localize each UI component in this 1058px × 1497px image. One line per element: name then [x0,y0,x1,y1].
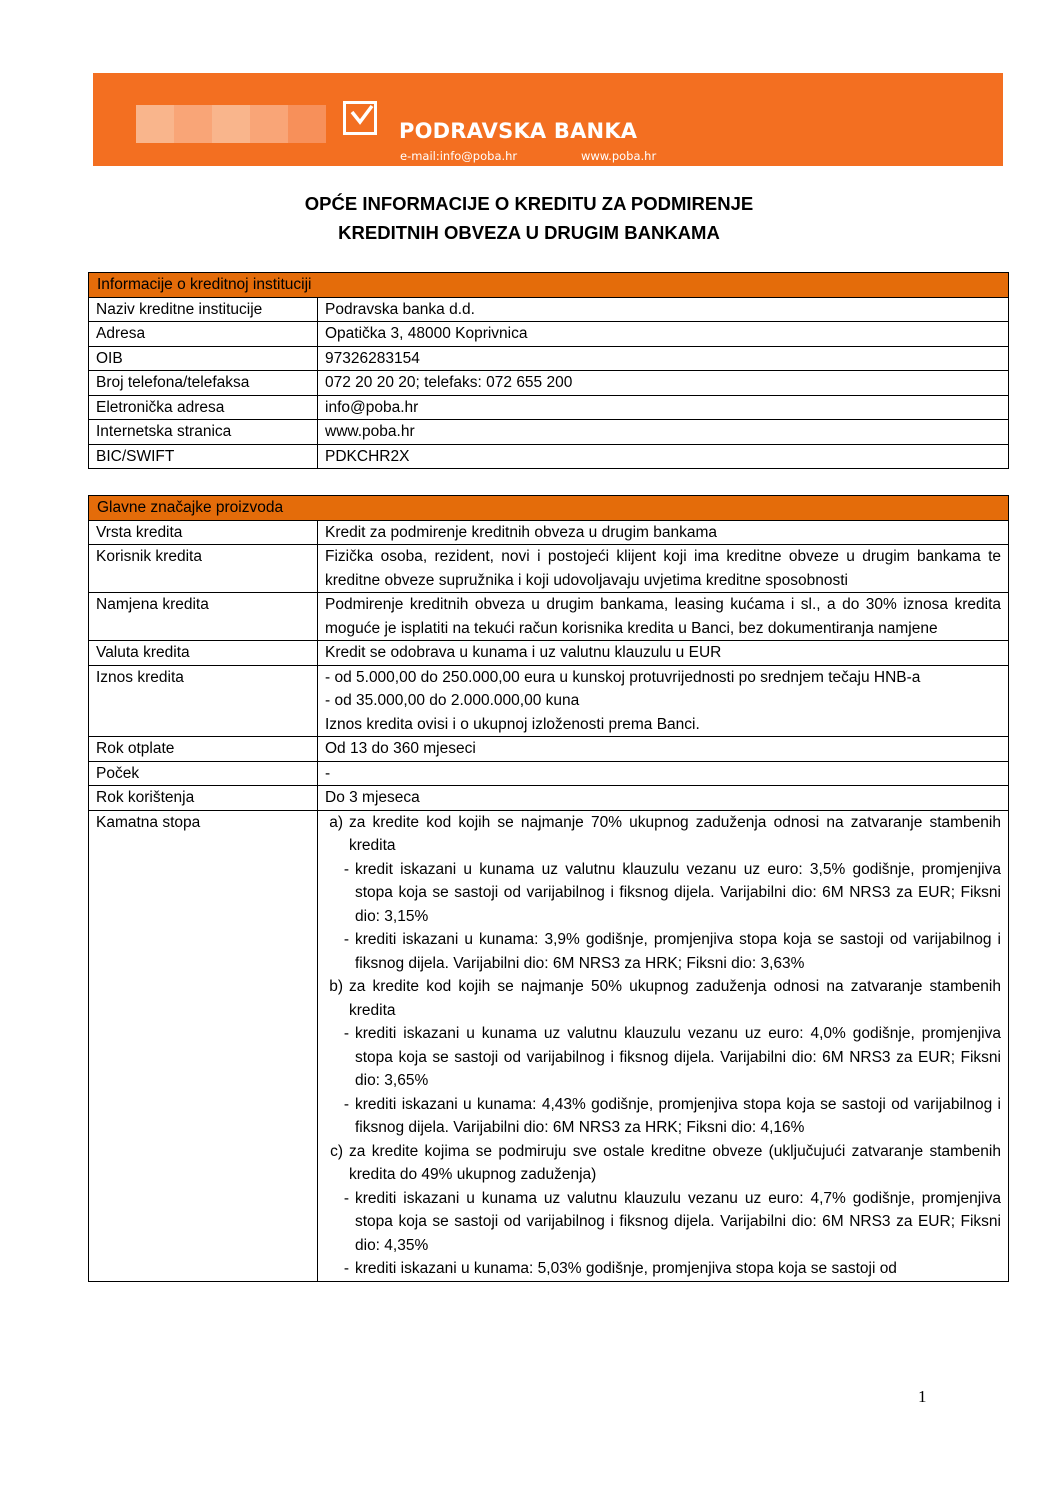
list-text: krediti iskazani u kunama uz valutnu klauzulu vezanu uz euro: 4,0% godišnje, promjenjiva stopa koja se sastoji od varijabilnog i fiksnog dijela. Varijabilni dio: 6M NRS3 za EUR; Fiksni dio: 3,65% [355,1025,1001,1089]
bank-website: www.poba.hr [581,149,657,163]
row-value: 97326283154 [318,346,1009,371]
list-subitem [325,1257,1001,1281]
list-item [325,975,1001,1022]
amount-hrk: - od 35.000,00 do 2.000.000,00 kuna [325,692,580,709]
table-row [89,297,1009,322]
document-title-line1: OPĆE INFORMACIJE O KREDITU ZA PODMIRENJE [304,193,754,214]
row-label: Naziv kreditne institucije [89,297,318,322]
table-row [89,665,1009,737]
amount-note: Iznos kredita ovisi i o ukupnoj izloženosti prema Banci. [325,715,700,733]
list-text: za kredite kod kojih se najmanje 50% ukupnog zaduženja odnosi na zatvaranje stambenih kredita [349,978,1001,1019]
row-value: Od 13 do 360 mjeseci [318,737,1009,762]
row-value [318,665,1009,737]
list-text: krediti iskazani u kunama: 5,03% godišnje, promjenjiva stopa koja se sastoji od [355,1260,897,1277]
row-label: Internetska stranica [89,420,318,445]
row-value: 072 20 20 20; telefaks: 072 655 200 [318,371,1009,396]
row-label: Kamatna stopa [89,810,318,1281]
row-value: Fizička osoba, rezident, novi i postojeći klijent koji ima kreditne obveze u drugim bankama te kreditne obveze supružnika i koji udovoljavaju uvjetima kreditne sposobnosti [318,545,1009,593]
header-banner [93,73,1003,166]
bank-logo-icon [343,101,377,135]
table-row [89,420,1009,445]
dash-marker: - [343,1260,349,1277]
table-row [89,545,1009,593]
bank-name: PODRAVSKA BANKA [399,119,638,143]
decor-square [136,105,174,143]
list-subitem [325,1022,1001,1093]
dash-marker: - [343,931,349,948]
list-marker: b) [329,978,343,995]
row-value: Kredit se odobrava u kunama i uz valutnu klauzulu u EUR [318,641,1009,666]
dash-marker: - [343,1189,349,1207]
page-number: 1 [918,1387,927,1406]
row-label: Vrsta kredita [89,520,318,545]
email-link[interactable]: info@poba.hr [318,395,1009,420]
list-text: za kredite kod kojih se najmanje 70% ukupnog zaduženja odnosi na zatvaranje stambenih kredita [349,813,1001,854]
interest-rate-list [318,810,1009,1281]
list-subitem [325,928,1001,975]
list-marker: c) [330,1142,343,1160]
decor-square [212,105,250,143]
row-value: Podmirenje kreditnih obveza u drugim bankama, leasing kućama i sl., a do 30% iznosa kredita moguće je isplatiti na tekući račun korisnika kredita u Banci, bez dokumentiranja namjene [318,593,1009,641]
table-row [89,444,1009,469]
table-row [89,346,1009,371]
decor-square [288,105,326,143]
list-marker: a) [329,813,343,831]
institution-table [88,272,1009,469]
row-label: BIC/SWIFT [89,444,318,469]
table-row [89,395,1009,420]
dash-marker: - [343,1025,349,1042]
row-label: OIB [89,346,318,371]
dash-marker: - [343,1095,349,1113]
row-label: Eletronička adresa [89,395,318,420]
table-row [89,322,1009,347]
section-heading: Informacije o kreditnoj instituciji [89,273,1009,298]
row-value: Kredit za podmirenje kreditnih obveza u drugim bankama [318,520,1009,545]
section-heading: Glavne značajke proizvoda [89,496,1009,521]
table-header-row [89,273,1009,298]
table-row [89,593,1009,641]
list-text: krediti iskazani u kunama: 3,9% godišnje, promjenjiva stopa koja se sastoji od varijabilnog i fiksnog dijela. Varijabilni dio: 6M NRS3 za HRK; Fiksni dio: 3,63% [355,931,1001,972]
table-row [89,371,1009,396]
row-label: Korisnik kredita [89,545,318,593]
bank-email: e-mail:info@poba.hr [400,149,518,163]
row-value: Podravska banka d.d. [318,297,1009,322]
table-row [89,810,1009,1281]
table-row [89,737,1009,762]
list-text: za kredite kojima se podmiruju sve ostale kreditne obveze (uključujući zatvaranje stambenih kredita do 49% ukupnog zaduženja) [349,1142,1001,1183]
decor-square [174,105,212,143]
table-row [89,786,1009,811]
list-subitem [325,858,1001,929]
row-label: Broj telefona/telefaksa [89,371,318,396]
row-value: - [318,761,1009,786]
dash-marker: - [343,860,349,878]
list-subitem [325,1093,1001,1140]
row-label: Poček [89,761,318,786]
document-title-line2: KREDITNIH OBVEZA U DRUGIM BANKAMA [338,222,720,243]
row-label: Valuta kredita [89,641,318,666]
row-value: Opatička 3, 48000 Koprivnica [318,322,1009,347]
list-item [325,1140,1001,1187]
amount-eur: - od 5.000,00 do 250.000,00 eura u kunskoj protuvrijednosti po srednjem tečaju HNB-a [325,668,921,686]
table-row [89,520,1009,545]
list-item [325,811,1001,858]
row-value: PDKCHR2X [318,444,1009,469]
table-header-row [89,496,1009,521]
row-label: Namjena kredita [89,593,318,641]
row-label: Rok korištenja [89,786,318,811]
list-text: krediti iskazani u kunama: 4,43% godišnje, promjenjiva stopa koja se sastoji od varijabilnog i fiksnog dijela. Varijabilni dio: 6M NRS3 za HRK; Fiksni dio: 4,16% [355,1095,1001,1136]
row-label: Iznos kredita [89,665,318,737]
list-text: kredit iskazani u kunama uz valutnu klauzulu vezanu uz euro: 3,5% godišnje, promjenjiva stopa koja se sastoji od varijabilnog i fiksnog dijela. Varijabilni dio: 6M NRS3 za EUR; Fiksni dio: 3,15% [355,860,1001,925]
row-label: Rok otplate [89,737,318,762]
row-label: Adresa [89,322,318,347]
table-row [89,761,1009,786]
list-subitem [325,1187,1001,1258]
product-table [88,495,1009,1282]
decor-square [250,105,288,143]
website-link[interactable]: www.poba.hr [318,420,1009,445]
row-value: Do 3 mjeseca [318,786,1009,811]
list-text: krediti iskazani u kunama uz valutnu klauzulu vezanu uz euro: 4,7% godišnje, promjenjiva stopa koja se sastoji od varijabilnog i fiksnog dijela. Varijabilni dio: 6M NRS3 za EUR; Fiksni dio: 4,35% [355,1189,1001,1254]
table-row [89,641,1009,666]
